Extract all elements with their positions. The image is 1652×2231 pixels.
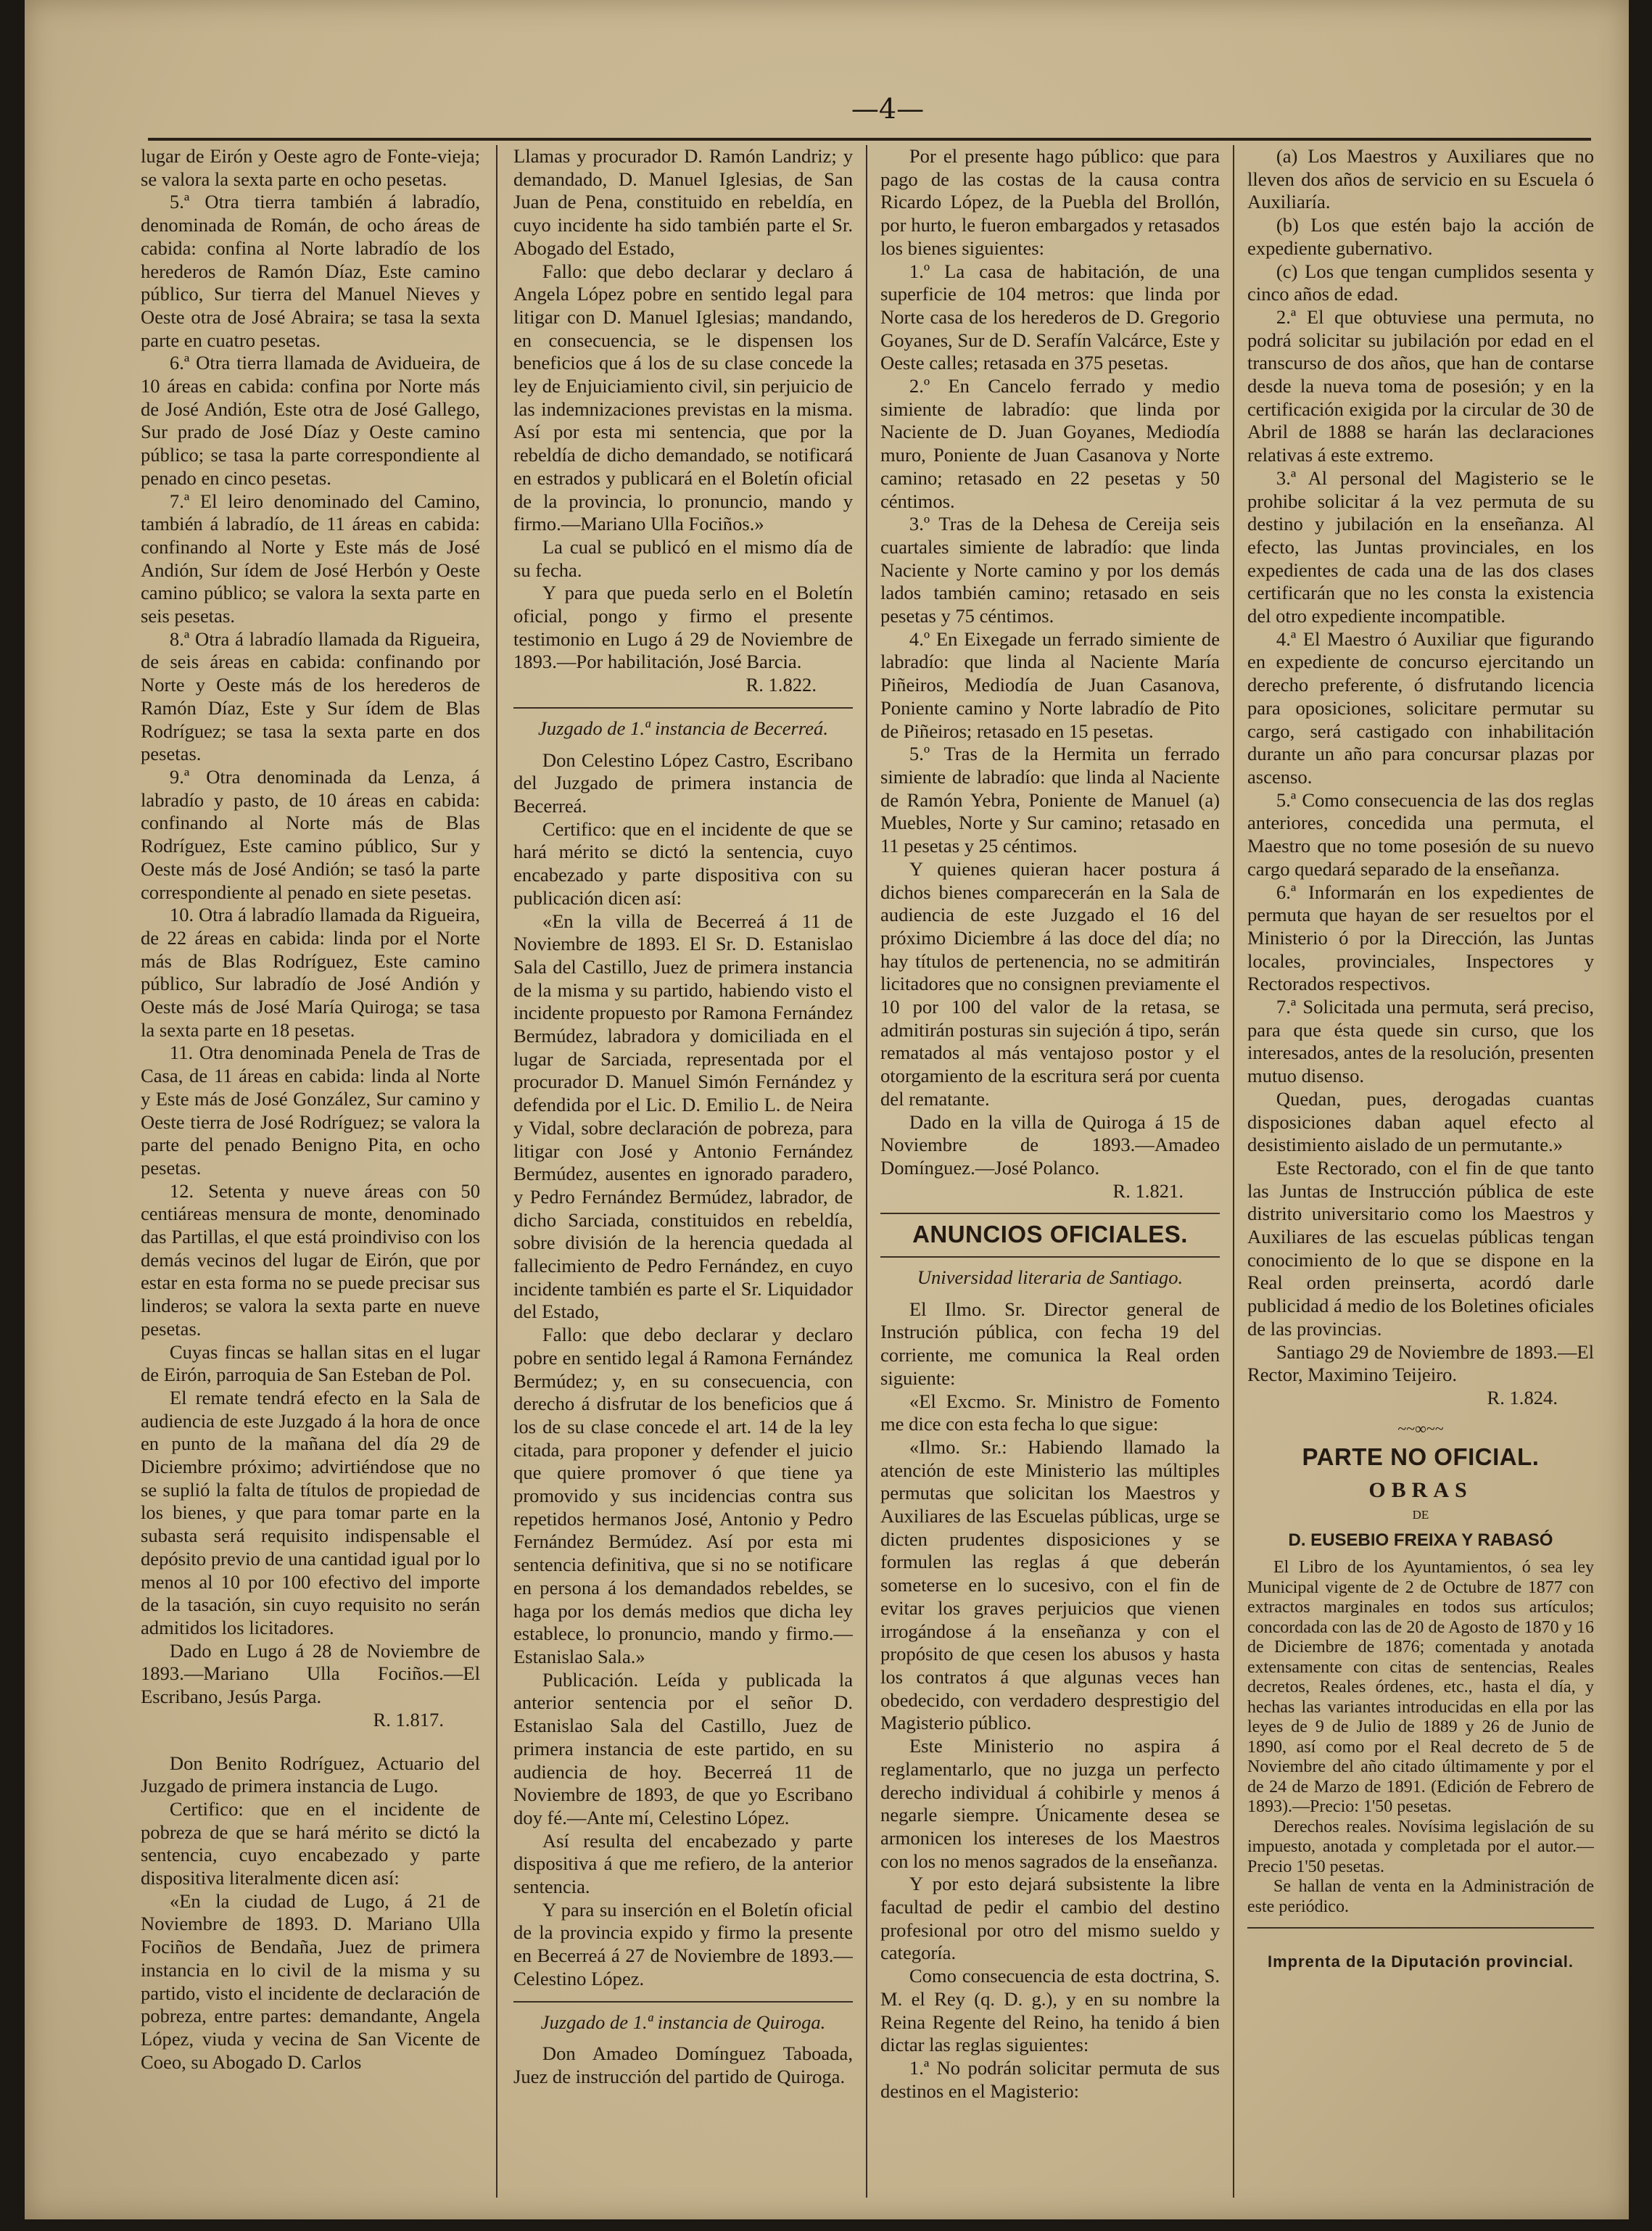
paragraph: Cuyas fincas se hallan sitas en el lugar de Eirón, parroquia de San Esteban de Pol.	[141, 1340, 480, 1386]
parte-no-oficial-title: PARTE NO OFICIAL.	[1302, 1443, 1540, 1471]
paragraph: 5.ª Otra tierra también á labradío, denominada de Román, de ocho áreas de cabida: confina al Norte labradío de los herederos de Ramón Díaz, Este camino público, Sur tierra del Manuel Nieves y Oeste otra de José Abraira; se tasa la sexta parte en cuatro pesetas.	[141, 191, 480, 351]
paragraph: Certifico: que en el incidente de pobreza de que se hará mérito se dictó la sentencia, cuyo encabezado y parte dispositiva literalmente dicen así:	[141, 1797, 480, 1889]
separator	[880, 1213, 1220, 1214]
paragraph: 4.ª El Maestro ó Auxiliar que figurando en expediente de concurso ejercitando un derecho preferente, ó disfrutando licencia para oposiciones, solicitare permutar su cargo, será castigado con inhabilitación durante un año para concursar plazas por ascenso.	[1247, 627, 1594, 788]
newspaper-page	[25, 0, 1629, 2219]
paragraph: 4.º En Eixegade un ferrado simiente de labradío: que linda al Naciente María Piñeiros, Mediodía de Juan Casanova, Poniente camino y Norte labradío de Pito de Piñeiros; retasado en 15 pesetas.	[880, 627, 1220, 742]
paragraph: 3.ª Al personal del Magisterio se le prohibe solicitar á la vez permuta de su destino y jubilación en la enseñanza. Al efecto, las Juntas provinciales, en los expedientes de cada una de las dos clases certificarán que no les consta la existencia del otro expediente incompatible.	[1247, 466, 1594, 627]
paragraph: Certifico: que en el incidente de que se hará mérito se dictó la sentencia, cuyo encabezado y parte dispositiva con su publicación dicen así:	[513, 817, 853, 909]
paragraph: «Ilmo. Sr.: Habiendo llamado la atención de este Ministerio las múltiples permutas que solicitan los Maestros y Auxiliares de las Escuelas públicas, urge se dicten prudentes disposiciones y se formulen las reglas á que deberán someterse en lo sucesivo, con el fin de evitar los graves perjuicios que vienen irrogándose á la enseñanza y con el propósito de que cesen los abusos y hasta los contratos á que algunas veces han obedecido, con verdadero desprestigio del Magisterio público.	[880, 1435, 1220, 1734]
paragraph: 3.º Tras de la Dehesa de Cereija seis cuartales simiente de labradío: que linda Naciente y Norte camino y por los demás lados también camino; retasado en seis pesetas y 75 céntimos.	[880, 513, 1220, 627]
paragraph: R. 1.817.	[373, 1708, 444, 1731]
separator	[513, 707, 853, 709]
page-number: —4—	[851, 93, 925, 125]
paragraph: El Libro de los Ayuntamientos, ó sea ley Municipal vigente de 2 de Octubre de 1877 con extractos marginales en todos sus artículos; concordada con las de 20 de Agosto de 1870 y 16 de Diciembre de 1876; comentada y anotada extensamente con citas de sentencias, Reales decretos, Reales órdenes, etc., hasta el día, y hechas las variantes introducidas en ella por las leyes de 9 de Julio de 1889 y 26 de Junio de 1890, así como por el Real decreto de 5 de Noviembre del año citado últimamente y por el de 24 de Marzo de 1891. (Edición de Febrero de 1893).—Precio: 1'50 pesetas.	[1247, 1558, 1594, 1817]
header-rule	[148, 138, 1591, 141]
separator	[880, 1256, 1220, 1258]
section-head-universidad: Universidad literaria de Santiago.	[917, 1266, 1184, 1289]
column-1	[141, 145, 480, 2205]
column-3	[880, 145, 1220, 2205]
paragraph: R. 1.824.	[1487, 1386, 1558, 1409]
imprenta-footer: Imprenta de la Diputación provincial.	[1267, 1952, 1574, 1971]
paragraph: Fallo: que debo declarar y declaro á Angela López pobre en sentido legal para litigar con D. Manuel Iglesias; mandando, en consecuencia, se le dispensen los beneficios que á los de su clase concede la ley de Enjuiciamiento civil, sin perjuicio de las indemnizaciones previstas en la misma. Así por esta mi sentencia, que por la rebeldía de dicho demandado, se notificará en estrados y publicará en el Boletín oficial de la provincia, lo pronuncio, mando y firmo.—Mariano Ulla Fociños.»	[513, 260, 853, 535]
paragraph: Así resulta del encabezado y parte dispositiva á que me refiero, de la anterior sentencia.	[513, 1829, 853, 1898]
paragraph: Fallo: que debo declarar y declaro pobre en sentido legal á Ramona Fernández Bermúdez; y, en su consecuencia, con derecho á disfrutar de los beneficios que á los de su clase concede el art. 14 de la ley citada, para proponer y defender el juicio que quiere promover ó que tiene ya promovido y sus incidencias contra sus repetidos hermanos José, Antonio y Pedro Fernández Bermúdez. Así por esta mi sentencia definitiva, que si no se notificare en persona á los demandados rebeldes, se haga por los demás medios que dicha ley establece, lo pronuncio, mando y firmo.—Estanislao Sala.»	[513, 1324, 853, 1667]
paragraph: Don Amadeo Domínguez Taboada, Juez de instrucción del partido de Quiroga.	[513, 2042, 853, 2087]
col3-text-a	[880, 145, 1220, 1203]
col4-text-b	[1247, 1558, 1594, 1917]
col3-text-b	[880, 1298, 1220, 2103]
paragraph: 6.ª Otra tierra llamada de Avidueira, de 10 áreas en cabida: confina por Norte más de José Andión, Este otra de José Gallego, Sur prado de José Díaz y Oeste camino público; se tasa la parte correspondiente al penado en cinco pesetas.	[141, 352, 480, 489]
paragraph: (a) Los Maestros y Auxiliares que no lleven dos años de servicio en su Escuela ó Auxiliaría.	[1247, 145, 1594, 213]
paragraph: 1.º La casa de habitación, de una superficie de 104 metros: que linda por Norte casa de los herederos de D. Gregorio Goyanes, Sur de D. Serafín Valcárce, Este y Oeste calles; retasada en 375 pesetas.	[880, 260, 1220, 374]
ornament: ~~∞~~	[1397, 1419, 1444, 1438]
paragraph: «En la villa de Becerreá á 11 de Noviembre de 1893. El Sr. D. Estanislao Sala del Castillo, Juez de primera instancia de la misma y su partido, habiendo visto el incidente propuesto por Ramona Fernández Bermúdez, labradora y domiciliada en el lugar de Sarciada, representada por el procurador D. Manuel Simón Fernández y defendida por el Lic. D. Emilio L. de Neira y Vidal, sobre declaración de pobreza, para litigar con José y Antonio Fernández Bermúdez, ausentes en ignorado paradero, y Pedro Fernández Bermúdez, labrador, de dicho Sarciada, constituidos en rebeldía, sobre división de la herencia quedada al fallecimiento de Pedro Fernández, en cuyo incidente también es parte el Sr. Liquidador del Estado,	[513, 910, 853, 1323]
col2-text-a	[513, 145, 853, 697]
paragraph: El Ilmo. Sr. Director general de Instrución pública, con fecha 19 del corriente, me comunica la Real orden siguiente:	[880, 1298, 1220, 1389]
paragraph: Este Ministerio no aspira á reglamentarlo, que no juzga un perfecto derecho individual á cohibirle y menos á negarle siempre. Únicamente desea se armonicen los intereses de los Maestros con los no menos sagrados de la enseñanza.	[880, 1735, 1220, 1872]
paragraph: La cual se publicó en el mismo día de su fecha.	[513, 535, 853, 581]
paragraph: 11. Otra denominada Penela de Tras de Casa, de 11 áreas en cabida: linda al Norte y Este más de José González, Sur camino y Oeste tierra de José Rodríguez; se valora la parte del penado Benigno Pita, en ocho pesetas.	[141, 1042, 480, 1179]
paragraph: 2.º En Cancelo ferrado y medio simiente de labradío: que linda por Naciente de D. Juan Goyanes, Mediodía muro, Poniente de Juan Casanova y Norte camino; retasado en 22 pesetas y 50 céntimos.	[880, 375, 1220, 512]
paragraph: R. 1.822.	[746, 674, 817, 696]
column-2	[513, 145, 853, 2205]
author-name: D. EUSEBIO FREIXA Y RABASÓ	[1288, 1530, 1553, 1551]
paragraph: Y para su inserción en el Boletín oficial de la provincia expido y firmo la presente en Becerreá á 27 de Noviembre de 1893.—Celestino López.	[513, 1898, 853, 1989]
paragraph: Y quienes quieran hacer postura á dichos bienes comparecerán en la Sala de audiencia de este Juzgado el 16 del próximo Diciembre á las doce del día; no hay títulos de pertenencia, no se admitirán licitadores que no consignen previamente el 10 por 100 del valor de la retasa, se admitirán posturas sin sujeción á tipo, serán rematados al más ventajoso postor y el otorgamiento de la escritura será por cuenta del rematante.	[880, 857, 1220, 1110]
col1-text	[141, 145, 480, 2074]
separator	[513, 2001, 853, 2003]
paragraph: 5.º Tras de la Hermita un ferrado simiente de labradío: que linda al Naciente de Ramón Yebra, Poniente de Manuel (a) Muebles, Norte y Sur camino; retasado en 11 pesetas y 25 céntimos.	[880, 743, 1220, 857]
col2-text-b	[513, 749, 853, 1991]
section-head-becerrea: Juzgado de 1.ª instancia de Becerreá.	[538, 717, 828, 739]
paragraph: lugar de Eirón y Oeste agro de Fonte-vieja; se valora la sexta parte en ocho pesetas.	[141, 145, 480, 190]
paragraph: Derechos reales. Novísima legislación de su impuesto, anotada y completada por el autor.—Precio 1'50 pesetas.	[1247, 1817, 1594, 1876]
paragraph: 5.ª Como consecuencia de las dos reglas anteriores, concedida una permuta, el Maestro que no tome posesión de su nuevo cargo quedará separado de la enseñanza.	[1247, 788, 1594, 880]
column-divider	[866, 145, 867, 2198]
paragraph: Publicación. Leída y publicada la anterior sentencia por el señor D. Estanislao Sala del Castillo, Juez de primera instancia de este partido, en su audiencia de hoy. Becerreá 11 de Noviembre de 1893, de que yo Escribano doy fé.—Ante mí, Celestino López.	[513, 1668, 853, 1828]
paragraph: Por el presente hago público: que para pago de las costas de la causa contra Ricardo López, de la Puebla del Brollón, por hurto, le fueron embargados y retasados los bienes siguientes:	[880, 145, 1220, 259]
paragraph	[141, 1732, 480, 1752]
paragraph: Como consecuencia de esta doctrina, S. M. el Rey (q. D. g.), y en su nombre la Reina Regente del Reino, ha tenido á bien dictar las reglas siguientes:	[880, 1965, 1220, 2056]
paragraph: 7.ª El leiro denominado del Camino, también á labradío, de 11 áreas en cabida: confinando al Norte y Este más de José Andión, Sur ídem de José Herbón y Oeste camino público; se valora la sexta parte en seis pesetas.	[141, 490, 480, 627]
column-4	[1247, 145, 1594, 2205]
paragraph: Quedan, pues, derogadas cuantas disposiciones daban aquel efecto al desistimiento aislado de un permutante.»	[1247, 1087, 1594, 1156]
obras-heading: OBRAS	[1368, 1478, 1473, 1503]
paragraph: 2.ª El que obtuviese una permuta, no podrá solicitar su jubilación por edad en el transcurso de dos años, que han de contarse desde la nueva toma de posesión; y en la certificación exigida por la circular de 30 de Abril de 1888 se harán las declaraciones relativas á este extremo.	[1247, 305, 1594, 466]
paragraph: Se hallan de venta en la Administración de este periódico.	[1247, 1877, 1594, 1916]
paragraph: Llamas y procurador D. Ramón Landriz; y demandado, D. Manuel Iglesias, de San Juan de Pena, constituido en rebeldía, en cuyo incidente ha sido también parte el Sr. Abogado del Estado,	[513, 145, 853, 259]
paragraph: El remate tendrá efecto en la Sala de audiencia de este Juzgado á la hora de once en punto de la mañana del día 29 de Diciembre próximo; advirtiéndose que no se suplió la falta de títulos de propiedad de los bienes, y que para tomar parte en la subasta será requisito indispensable el depósito previo de una cantidad igual por lo menos al 10 por 100 efectivo del importe de la tasación, sin cuyo requisito no serán admitidos los licitadores.	[141, 1386, 480, 1638]
paragraph: 10. Otra á labradío llamada da Rigueira, de 22 áreas en cabida: linda por el Norte más de Blas Rodríguez, Este camino público, Sur labradío de José Andión y Oeste más de José María Quiroga; se tasa la sexta parte en 18 pesetas.	[141, 904, 480, 1041]
paragraph: 6.ª Informarán en los expedientes de permuta que hayan de ser resueltos por el Ministerio ó por la Dirección, las Juntas locales, provinciales, Inspectores y Rectorados respectivos.	[1247, 881, 1594, 995]
paragraph: Este Rectorado, con el fin de que tanto las Juntas de Instrucción pública de este distrito universitario como los Maestros y Auxiliares de las escuelas públicas tengan conocimiento de lo que se dispone en la Real orden preinserta, acordó darle publicidad á medio de los Boletines oficiales de las provincias.	[1247, 1156, 1594, 1340]
col4-text-a	[1247, 145, 1594, 1410]
column-divider	[1233, 145, 1234, 2198]
separator	[1247, 1927, 1594, 1929]
paragraph: 9.ª Otra denominada da Lenza, á labradío y pasto, de 10 áreas en cabida: confinando al Norte más de Blas Rodríguez, Este camino público, Sur y Oeste más de José Andión; se tasó la parte correspondiente al penado en siete pesetas.	[141, 765, 480, 903]
paragraph: Don Benito Rodríguez, Actuario del Juzgado de primera instancia de Lugo.	[141, 1752, 480, 1797]
paragraph: Y por esto dejará subsistente la libre facultad de pedir el cambio del destino profesional por otro del mismo sueldo y categoría.	[880, 1873, 1220, 1964]
anuncios-oficiales-title: ANUNCIOS OFICIALES.	[912, 1221, 1188, 1248]
paragraph: «El Excmo. Sr. Ministro de Fomento me dice con esta fecha lo que sigue:	[880, 1390, 1220, 1435]
paragraph: Y para que pueda serlo en el Boletín oficial, pongo y firmo el presente testimonio en Lugo á 29 de Noviembre de 1893.—Por habilitación, José Barcia.	[513, 582, 853, 673]
paragraph: Dado en la villa de Quiroga á 15 de Noviembre de 1893.—Amadeo Domínguez.—José Polanco.	[880, 1110, 1220, 1179]
col2-text-c	[513, 2042, 853, 2088]
column-divider	[496, 145, 497, 2198]
paragraph: 1.ª No podrán solicitar permuta de sus destinos en el Magisterio:	[880, 2056, 1220, 2102]
paragraph: (b) Los que estén bajo la acción de expediente gubernativo.	[1247, 214, 1594, 259]
section-head-quiroga: Juzgado de 1.ª instancia de Quiroga.	[540, 2011, 826, 2033]
paragraph: Dado en Lugo á 28 de Noviembre de 1893.—Mariano Ulla Fociños.—El Escribano, Jesús Parga.	[141, 1639, 480, 1708]
paragraph: 8.ª Otra á labradío llamada da Rigueira, de seis áreas en cabida: confinando por Norte y Oeste más de los herederos de Ramón Díaz, Este y Sur ídem de Blas Rodríguez; se tasa la sexta parte en dos pesetas.	[141, 627, 480, 765]
paragraph: 7.ª Solicitada una permuta, será preciso, para que ésta quede sin curso, que los interesados, antes de la resolución, presenten mutuo disenso.	[1247, 996, 1594, 1087]
de-label: DE	[1412, 1507, 1429, 1522]
paragraph: 12. Setenta y nueve áreas con 50 centiáreas mensura de monte, denominado das Partillas, el que está proindiviso con los demás vecinos del lugar de Eirón, que por estar en esta forma no se puede precisar sus linderos; se valora la sexta parte en nueve pesetas.	[141, 1179, 480, 1340]
paragraph: (c) Los que tengan cumplidos sesenta y cinco años de edad.	[1247, 260, 1594, 305]
paragraph: Santiago 29 de Noviembre de 1893.—El Rector, Maximino Teijeiro.	[1247, 1340, 1594, 1386]
paragraph: R. 1.821.	[1112, 1179, 1184, 1202]
paragraph: Don Celestino López Castro, Escribano del Juzgado de primera instancia de Becerreá.	[513, 749, 853, 817]
paragraph: «En la ciudad de Lugo, á 21 de Noviembre de 1893. D. Mariano Ulla Fociños de Bendaña, Juez de primera instancia en lo civil de la misma y su partido, visto el incidente de declaración de pobreza, entre partes: demandante, Angela López, viuda y vecina de San Vicente de Coeo, su Abogado D. Carlos	[141, 1889, 480, 2073]
